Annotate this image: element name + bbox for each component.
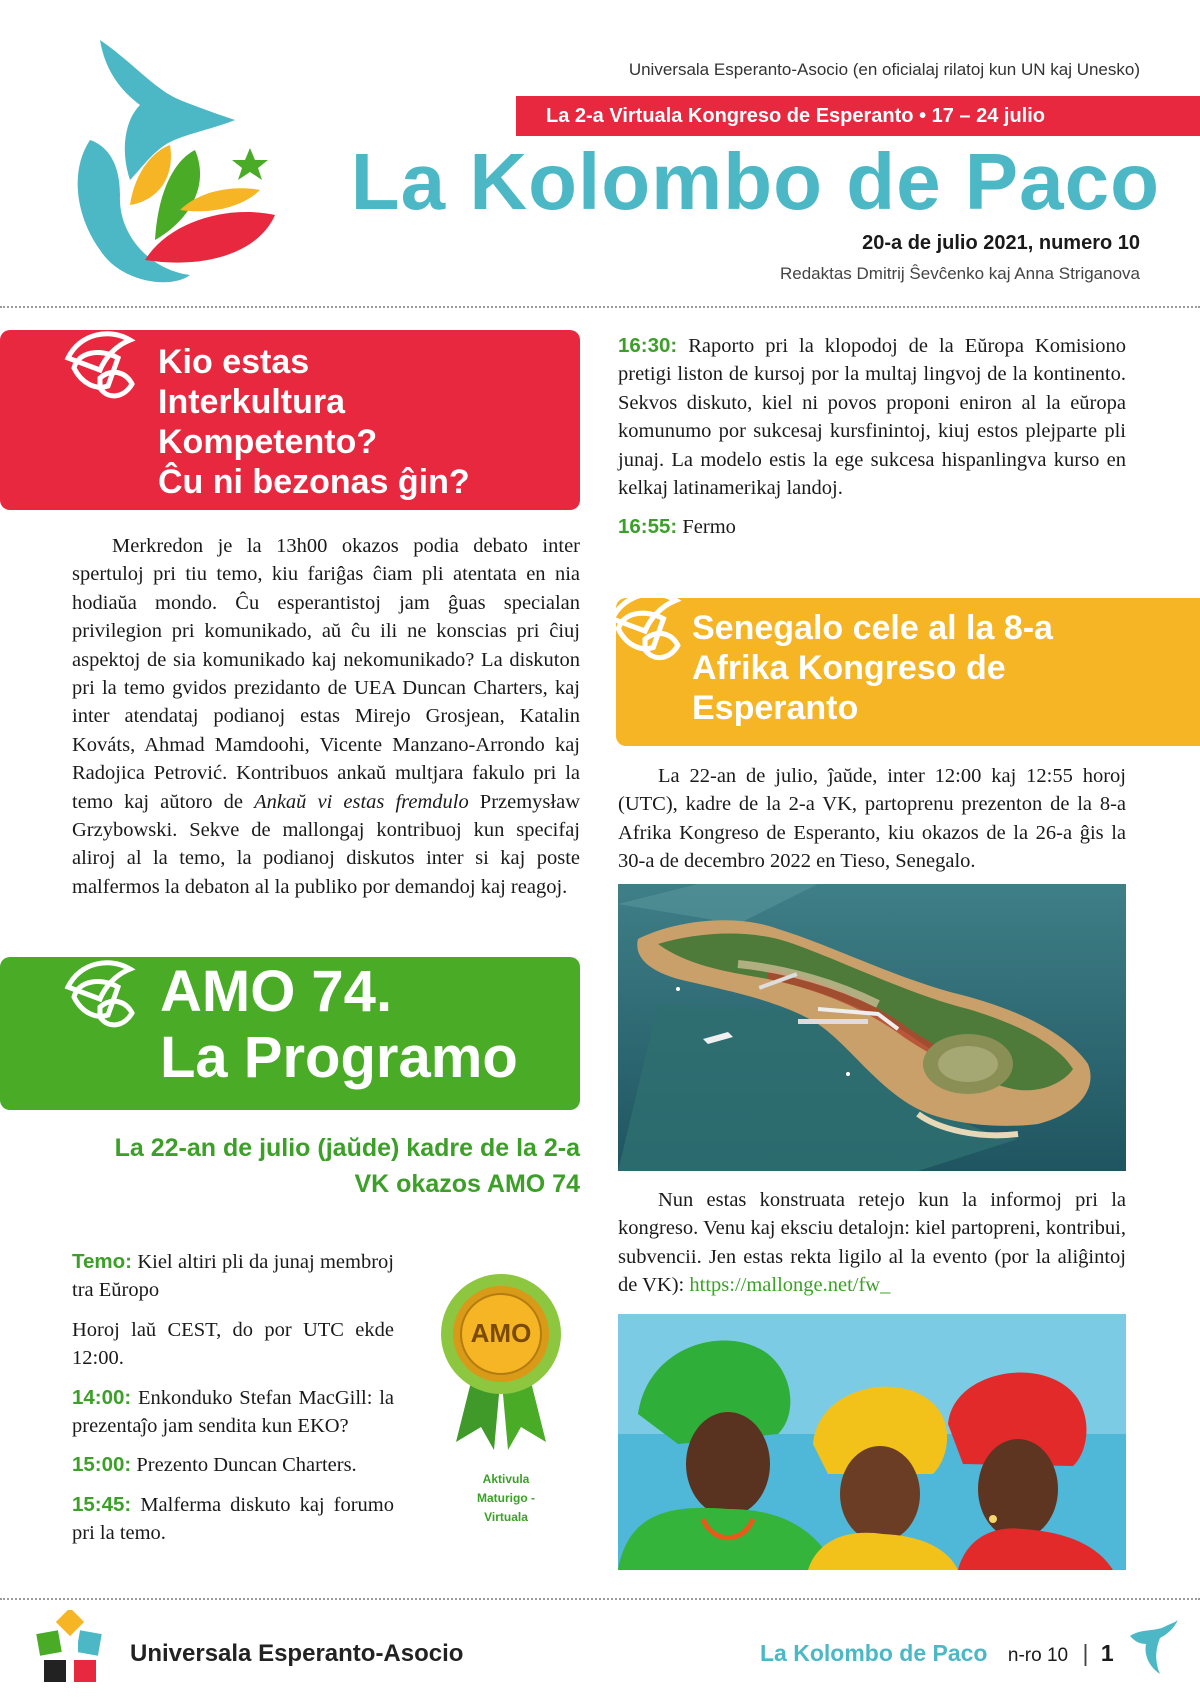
- senegalese-women-photo: [618, 1314, 1126, 1570]
- dove-logo-icon: [60, 20, 290, 290]
- uea-logo: [30, 1610, 110, 1690]
- schedule-item: 16:30: Raporto pri la klopodoj de la Eŭropa Komisiono pretigi liston de kursoj por la multaj lingvoj de la kontinento. Sekvos diskuto, kiel ni povos proponi eniron al la eŭropa komunumo por sukcesaj kursfinintoj, kiuj estos plejparte pli junaj. La modelo estis la ege sukcesa hispanlingva kurso en kelkaj latinamerikaj landoj.: [618, 334, 1127, 500]
- dove-leaves-icon: [60, 957, 138, 1035]
- timezone-note: Horoj laŭ CEST, do por UTC ekde 12:00.: [72, 1318, 394, 1370]
- masthead-logo: [60, 20, 290, 290]
- footer-dove: [1126, 1618, 1180, 1678]
- badge-caption: Aktivula Maturigo - Virtuala: [477, 1472, 535, 1524]
- footer-org: Universala Esperanto-Asocio: [130, 1640, 464, 1667]
- dove-leaves-icon: [60, 328, 138, 406]
- amo-badge: [436, 1272, 566, 1452]
- headline-line: Senegalo cele al la 8-a: [692, 609, 1053, 647]
- amo-subtitle: La 22-an de julio (jaŭde) kadre de la 2-a VK okazos AMO 74: [114, 1134, 580, 1198]
- dove-icon: [1126, 1618, 1180, 1678]
- org-affiliation-line: Universala Esperanto-Asocio (en oficialaj rilatoj kun UN kaj Unesko): [628, 60, 1140, 79]
- headline-line: Kio estas: [158, 343, 310, 381]
- header-divider: [0, 306, 1200, 308]
- island-photo: [618, 884, 1126, 1171]
- headline-line: La Programo: [160, 1025, 518, 1090]
- rosette-award-icon: [436, 1272, 566, 1452]
- footer-masthead: La Kolombo de Paco n-ro 10 | 1: [760, 1640, 1114, 1666]
- book-title: Ankaŭ vi estas fremdulo: [254, 790, 469, 813]
- headline-line: Afrika Kongreso de: [692, 649, 1006, 687]
- amo-headline-banner: [0, 957, 580, 1110]
- interculture-headline-banner: [0, 330, 580, 510]
- schedule-item: 16:55: Fermo: [618, 515, 736, 539]
- interculture-body: Merkredon je la 13h00 okazos podia debato inter spertuloj pri tiu temo, kiu fariĝas ĉiam pli atentata en nia hodiaŭa mondo. Ĉu esperantistoj jam ĝuas specialan privilegion pri komunikado, aŭ ĉu ili ne konscias pri ĉiuj aspektoj de sia komunikado kaj nekomunikado? La diskuton pri la temo gvidos prezidanto de UEA Duncan Charters, kaj inter atendataj podianoj estas Mirejo Grosjean, Katalin Kováts, Ahmad Mamdoohi, Vicente Manzano-Arrondo kaj Radojica Petrović. Kontribuos ankaŭ multjara fakulo pri la temo kaj aŭtoro de Ankaŭ vi estas fremdulo Przemysław Grzybowski. Sekve de mallongaj kontribuoj kun specifaj aliroj al la temo, la podianoj diskutos inter si kaj poste malfermos la debaton al la publiko por demandoj kaj reagoj.: [72, 535, 580, 898]
- congress-band: La 2-a Virtuala Kongreso de Esperanto • 17 – 24 julio: [516, 96, 1200, 136]
- amo-schedule: [72, 1248, 394, 1559]
- newspaper-title: La Kolombo de Paco: [350, 137, 1160, 226]
- headline-line: AMO 74.: [160, 959, 393, 1024]
- headline-line: Kompetento?: [158, 423, 378, 461]
- headline-line: Interkultura: [158, 383, 346, 421]
- event-link[interactable]: https://mallonge.net/fw_: [689, 1274, 891, 1297]
- badge-text: AMO: [470, 1318, 532, 1348]
- theme-line: Temo: Kiel altiri pli da junaj membroj tra Eŭropo: [72, 1250, 395, 1302]
- amo-schedule-continued: [618, 332, 1126, 553]
- footer-issue: n-ro 10: [1007, 1645, 1069, 1666]
- headline-line: Ĉu ni bezonas ĝin?: [158, 463, 470, 501]
- footer-title: La Kolombo de Paco: [760, 1640, 988, 1666]
- uea-logo-icon: [30, 1610, 110, 1690]
- page-number: 1: [1100, 1640, 1114, 1666]
- issue-line: 20-a de julio 2021, numero 10: [862, 232, 1140, 254]
- footer-divider: [0, 1598, 1200, 1600]
- schedule-item: 14:00: Enkonduko Stefan MacGill: la prezentaĵo jam sendita kun EKO?: [72, 1385, 395, 1438]
- senegal-headline-banner: [616, 598, 1200, 746]
- dove-leaves-icon: [604, 588, 684, 668]
- senegal-body-2: Nun estas konstruata retejo kun la informoj pri la kongreso. Venu kaj eksciu detalojn: kiel partopreni, kontribui, subvencii. Jen estas rekta ligilo al la evento (por la aliĝintoj de VK): https://mallonge.net/fw_: [618, 1189, 1126, 1297]
- schedule-item: 15:45: Malferma diskuto kaj forumo pri la temo.: [72, 1492, 394, 1545]
- headline-line: Esperanto: [692, 689, 859, 727]
- senegal-body-1: La 22-an de julio, ĵaŭde, inter 12:00 kaj 12:55 horoj (UTC), kadre de la 2-a VK, partoprenu prezenton de la 8-a Afrika Kongreso de Esperanto, kiu okazos de la 26-a ĝis la 30-a de decembro 2022 en Tieso, Senegalo.: [618, 765, 1126, 873]
- schedule-item: 15:00: Prezento Duncan Charters.: [72, 1453, 357, 1477]
- editors-line: Redaktas Dmitrij Ŝevĉenko kaj Anna Striganova: [779, 264, 1140, 283]
